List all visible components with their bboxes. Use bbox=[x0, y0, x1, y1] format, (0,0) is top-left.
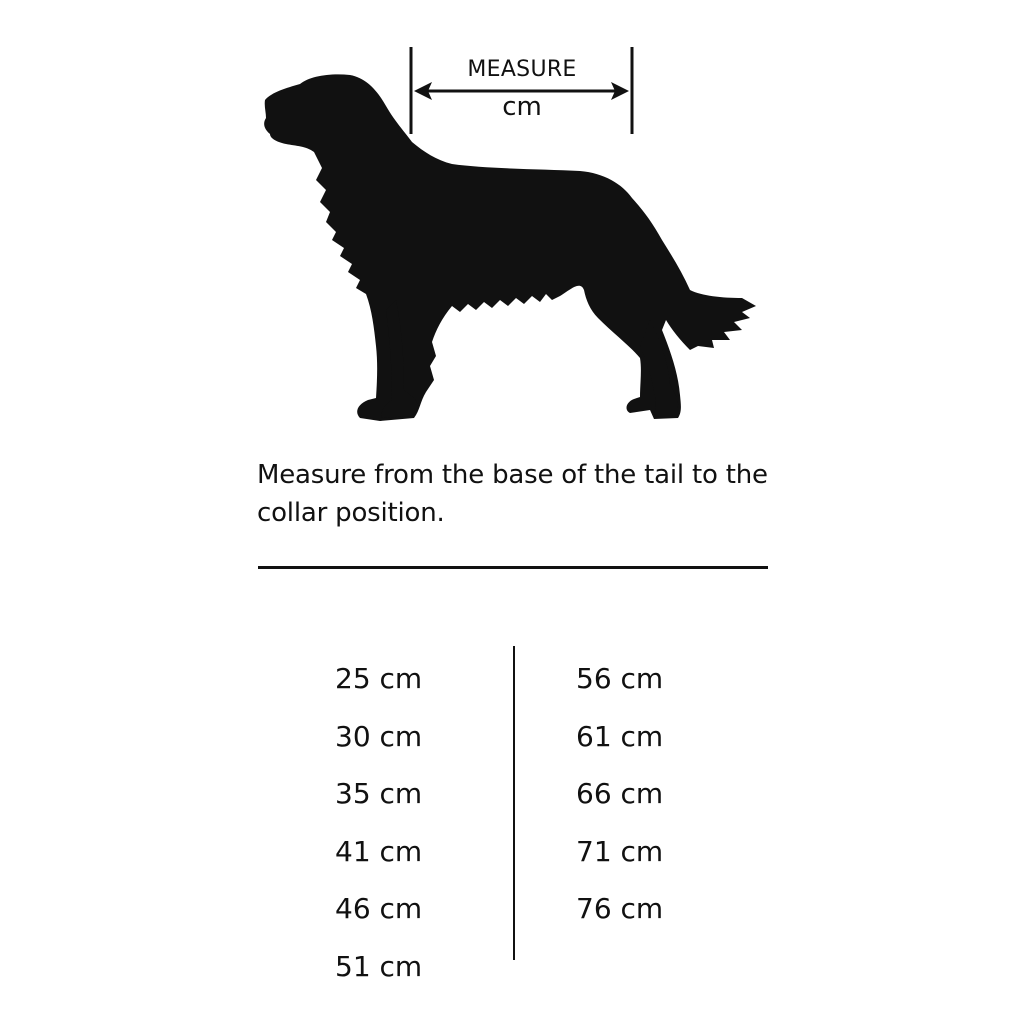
column-divider bbox=[513, 646, 515, 960]
size-item: 66 cm bbox=[576, 777, 664, 810]
size-item: 41 cm bbox=[335, 834, 423, 868]
size-item: 30 cm bbox=[335, 719, 423, 753]
size-item: 25 cm bbox=[335, 662, 423, 695]
size-item: 46 cm bbox=[335, 892, 423, 925]
dog-silhouette-icon bbox=[264, 74, 756, 421]
size-item: 76 cm bbox=[576, 892, 664, 925]
size-list-left bbox=[335, 657, 422, 1002]
size-item: 61 cm bbox=[576, 719, 664, 753]
dog-body-shape bbox=[264, 74, 756, 421]
measure-unit: cm bbox=[502, 92, 542, 122]
size-item: 71 cm bbox=[576, 834, 664, 868]
size-item: 56 cm bbox=[576, 662, 664, 695]
measure-title: MEASURE bbox=[467, 57, 577, 82]
size-list-right bbox=[576, 657, 663, 945]
size-item: 51 cm bbox=[335, 949, 423, 983]
horizontal-divider bbox=[258, 566, 768, 569]
measurement-instruction: Measure from the base of the tail to the collar position. bbox=[257, 460, 768, 528]
size-item: 35 cm bbox=[335, 777, 423, 810]
